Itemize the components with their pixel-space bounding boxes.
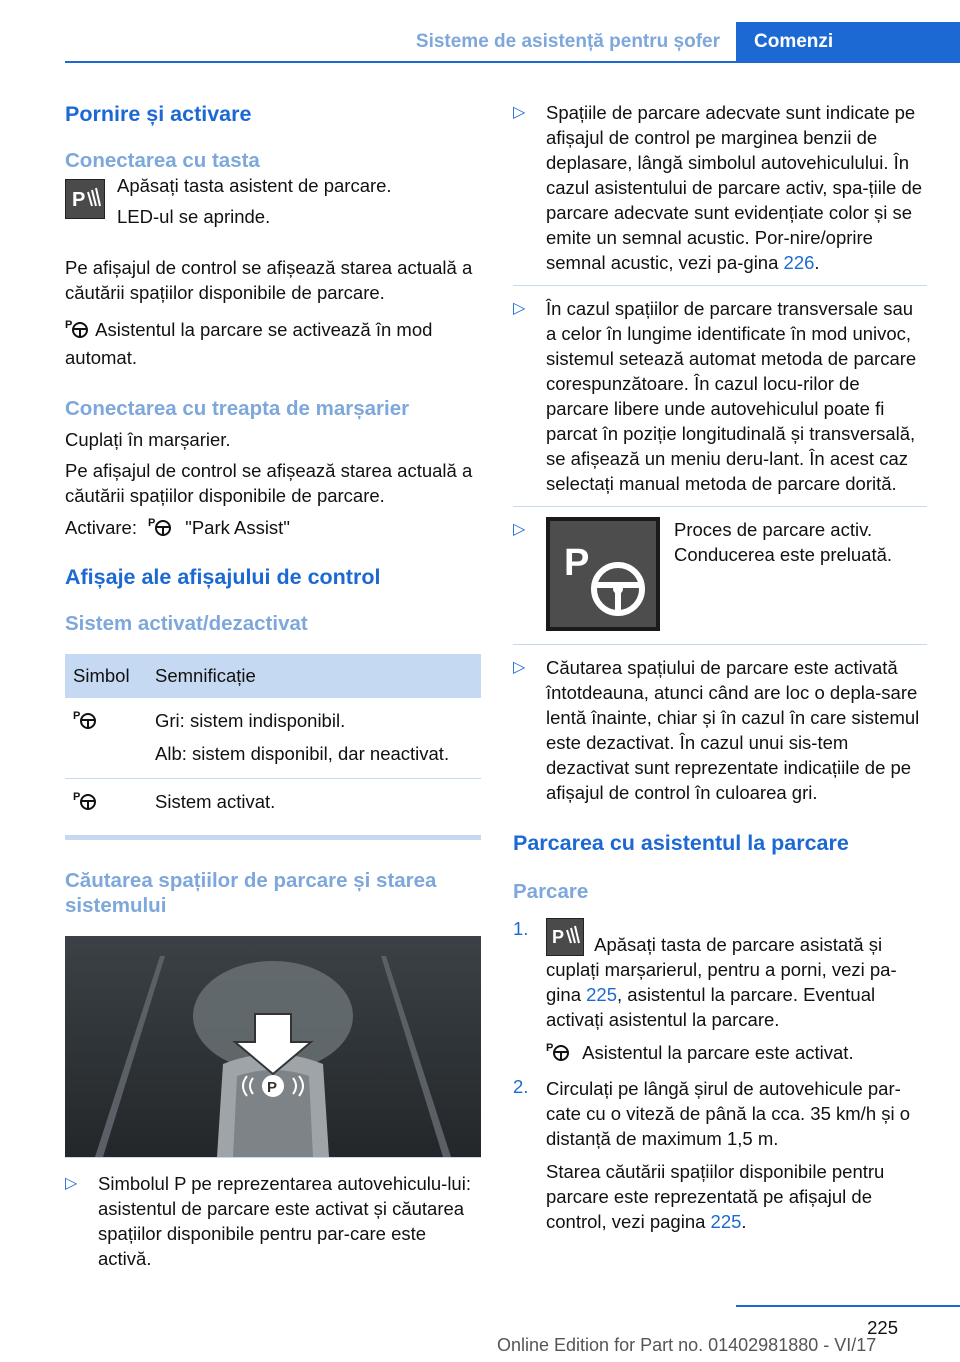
svg-text:P: P — [72, 189, 86, 211]
header-rule — [65, 61, 960, 63]
link-page-225[interactable]: 225 — [710, 1211, 742, 1232]
text-bullet-1: Spațiile de parcare adecvate sunt indicate pe afișajul de control pe marginea benzii de deplasare, lângă simbolul autovehiculului. În cazul asistentului de parcare activ, spa-țiile de parcare adecvate sunt evidențiate color și se emite un semnal acustic. Por-nire/oprire semnal acustic, vezi pa-gina — [546, 102, 923, 273]
svg-text:P: P — [65, 319, 73, 331]
heading-parcarea: Parcarea cu asistentul la parcare — [513, 831, 849, 855]
row2-text: Sistem activat. — [155, 791, 276, 812]
table-end-rule — [65, 835, 481, 840]
text-stare-2: Pe afișajul de control se afișează starea actuală a căutării spațiilor disponibile de parcare. — [65, 460, 473, 506]
link-page-225[interactable]: 225 — [586, 984, 617, 1005]
step-number: 2. — [513, 1076, 529, 1097]
svg-text:P: P — [148, 517, 156, 529]
text-step-2b: Starea căutării spațiilor disponibile pentru parcare este reprezentată pe afișajul de control, vezi pagina — [546, 1161, 885, 1232]
text-stare-1: Pe afișajul de control se afișează starea actuală a căutării spațiilor disponibile de parcare. — [65, 257, 473, 303]
heading-parcare: Parcare — [513, 880, 589, 903]
park-assist-grey-icon — [73, 710, 99, 734]
heading-sistem: Sistem activat/dezactivat — [65, 612, 308, 635]
text-simbol-p: Simbolul P pe reprezentarea autovehiculu-lui: asistentul de parcare este activat și căutarea spațiilor disponibile pentru par-care este activă. — [98, 1173, 471, 1269]
heading-pornire: Pornire și activare — [65, 102, 252, 126]
footer-rule — [736, 1305, 960, 1307]
svg-text:P: P — [546, 1042, 554, 1054]
col-semnificatie: Semnificație — [147, 654, 481, 698]
parking-display-figure — [65, 936, 481, 1157]
edition-note: Online Edition for Part no. 01402981880 - VI/17 — [497, 1335, 877, 1355]
text-activare-value: "Park Assist" — [185, 517, 290, 538]
park-assist-key-icon — [65, 179, 105, 219]
park-assist-symbol-icon — [148, 515, 174, 543]
left-column — [65, 100, 481, 1271]
table-row — [65, 779, 481, 830]
row1-line1: Gri: sistem indisponibil. — [155, 710, 346, 731]
page-number: 225 — [867, 1317, 898, 1338]
park-assist-key-icon — [546, 918, 584, 956]
bullet-rule — [65, 1157, 481, 1158]
table-row — [65, 698, 481, 779]
heading-cautarea: Căutarea spațiilor de parcare și starea sistemului — [65, 869, 437, 917]
text-automat: Asistentul la parcare se activează în mod automat. — [65, 319, 433, 368]
text-step-1-note: Asistentul la parcare este activat. — [582, 1042, 854, 1063]
figure-p-label: P — [267, 1079, 278, 1096]
step-number: 1. — [513, 918, 529, 939]
svg-text:P: P — [73, 710, 81, 722]
section-title: Sisteme de asistență pentru șofer — [415, 31, 720, 52]
bullet-rule — [513, 506, 927, 507]
bullet-triangle-icon: ▷ — [513, 300, 526, 317]
park-steering-icon — [546, 517, 660, 631]
svg-text:P: P — [73, 791, 81, 803]
text-step-1a: Apăsați tasta de parcare asistată și cuplați marșarierul, pentru a porni, vezi pa-gina — [546, 934, 897, 1005]
text-step-2: Circulați pe lângă șirul de autovehicule par-cate cu o viteză de până la cca. 35 km/h și o distanță de maximum 1,5 m. — [546, 1078, 911, 1149]
text-bullet-3: Proces de parcare activ. Conducerea este preluată. — [674, 519, 893, 565]
bullet-triangle-icon: ▷ — [513, 521, 526, 538]
bullet-rule — [513, 285, 927, 286]
text-step-1b: , asistentul la parcare. Eventual activați asistentul la parcare. — [546, 984, 876, 1030]
col-simbol: Simbol — [65, 654, 147, 698]
text-apasati: Apăsați tasta asistent de parcare. — [117, 175, 392, 196]
bullet-triangle-icon: ▷ — [513, 104, 526, 121]
text-cuplati: Cuplați în marșarier. — [65, 429, 231, 450]
bullet-triangle-icon: ▷ — [65, 1175, 78, 1192]
row1-line2: Alb: sistem disponibil, dar neactivat. — [155, 743, 450, 764]
heading-tasta: Conectarea cu tasta — [65, 149, 260, 172]
page-header — [0, 0, 960, 62]
bullet-triangle-icon: ▷ — [513, 659, 526, 676]
svg-text:P: P — [564, 542, 590, 584]
svg-text:P: P — [552, 927, 565, 947]
park-assist-symbol-icon — [546, 1040, 572, 1068]
heading-afisaje: Afișaje ale afișajului de control — [65, 565, 381, 589]
park-assist-active-icon — [73, 791, 99, 815]
text-activare-label: Activare: — [65, 517, 137, 538]
chapter-tab[interactable]: Comenzi — [736, 22, 960, 62]
text-bullet-2: În cazul spațiilor de parcare transversale sau a celor în lungime identificate în mod univoc, sistemul setează automat metoda de parcare corespunzătoare. În cazul locu-rilor de parcare libere unde autovehiculul poate fi parcat în poziție longitudinală și transversală, se afișează un meniu deru-lant. În acest caz selectați manual metoda de parcare dorită. — [546, 298, 917, 494]
park-assist-symbol-icon — [65, 317, 91, 345]
symbol-table — [65, 654, 481, 829]
link-page-226[interactable]: 226 — [783, 252, 815, 273]
bullet-rule — [513, 644, 927, 645]
right-column: ▷ Spațiile de parcare adecvate sunt indicate pe afișajul de control pe marginea benzii de deplasare, lângă simbolul autovehiculului. În cazul asistentului de parcare activ, spa-țiile de parcare adecvate sunt evidențiate color și se emite un semnal acustic. Por-nire/oprire semnal acustic, vezi pa-gina 226. ▷ În cazul spațiilor de parcare transversale sau a celor în lungime identificate în mod univoc, sistemul setează automat metoda de parcare corespunzătoare. În cazul locu-rilor de parcare libere unde autovehiculul poate fi parcat în poziție longitudinală și transversală, se afișează un meniu deru-lant. În acest caz selectați manual metoda de parcare dorită. ▷ P Proces de parcare activ. Conducerea este preluată. ▷ Căutarea spațiului de parcare este activată întotdeauna, atunci când are loc o depla-sare lentă înainte, chiar și în cazul în care sistemul este dezactivat. În cazul unui sis-tem dezactivat sunt reprezentate indicațiile de pe afișajul de control în culoarea gri. Parcarea cu asistentul la parcare Parcare 1. P Apăsați tasta de parcare asistată și cuplați marșarierul, pentru a porni, vezi pa-gina 225, asistentul la parcare. Eventual activați asistentul la parcare. P Asistentul la parcare este activat. 2. Circulați pe lângă șirul de autovehicule par-cate cu o viteză de până la cca. 35 km/h și o distanță de maximum 1,5 m. Starea căutării spațiilor disponibile pentru parcare este reprezentată pe afișajul de control, vezi pagina 225. — [513, 100, 927, 1234]
text-led: LED-ul se aprinde. — [117, 206, 271, 227]
heading-marsarier: Conectarea cu treapta de marșarier — [65, 397, 410, 420]
text-bullet-4: Căutarea spațiului de parcare este activată întotdeauna, atunci când are loc o depla-sare lentă înainte, chiar și în cazul în care sistemul este dezactivat. În cazul unui sis-tem dezactivat sunt reprezentate indicațiile de pe afișajul de control în culoarea gri. — [546, 657, 920, 803]
